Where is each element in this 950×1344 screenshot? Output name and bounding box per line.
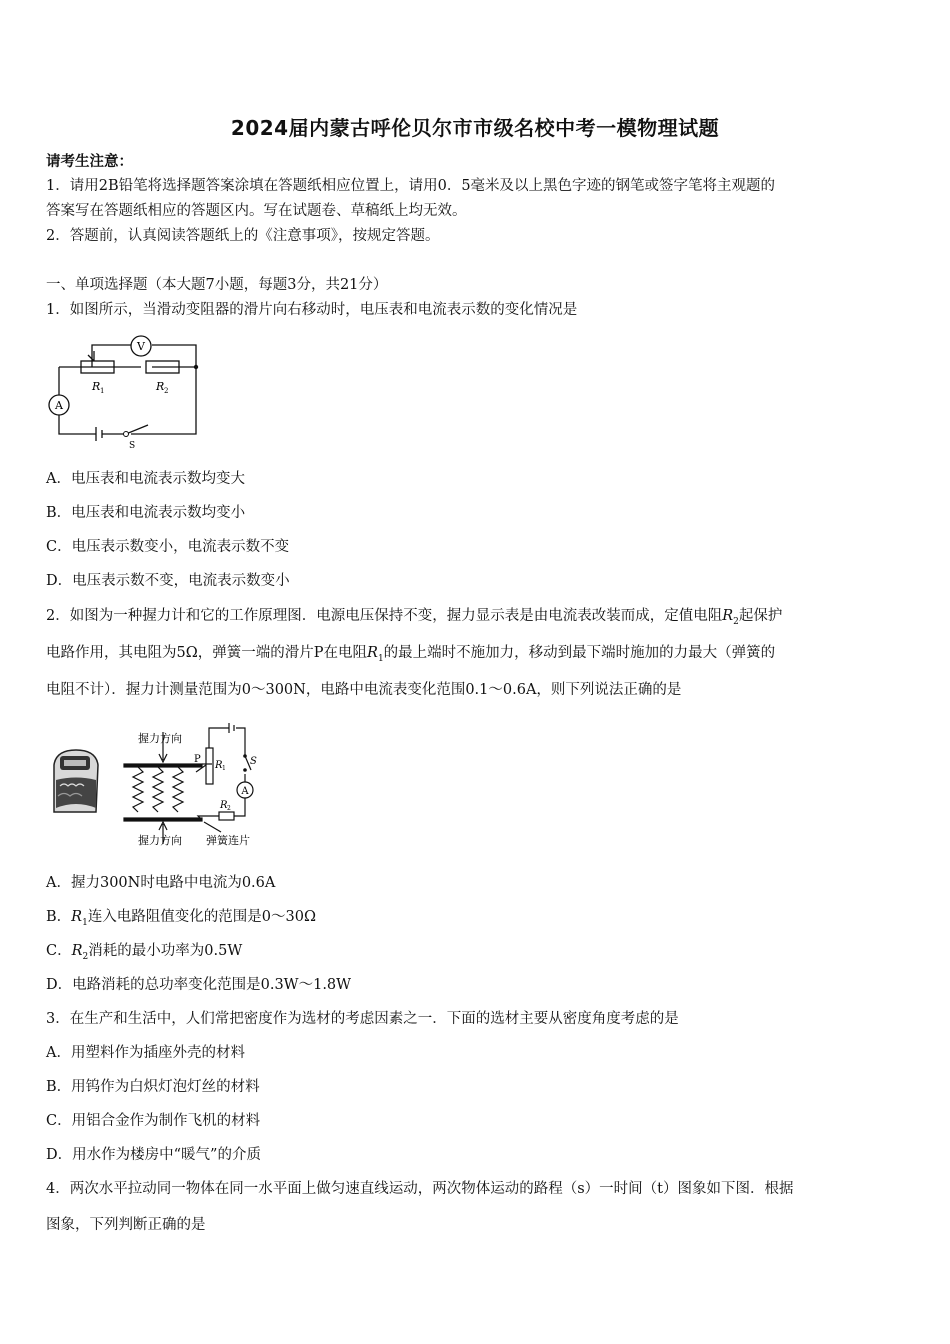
q2-stem-line-1: 2．如图为一种握力计和它的工作原理图．电源电压保持不变，握力显示表是由电流表改装而成，定值电阻$R_2$起保护 bbox=[46, 608, 783, 627]
q4-stem-line-2: 图象，下列判断正确的是 bbox=[46, 1217, 206, 1233]
q3-option-a: A．用塑料作为插座外壳的材料 bbox=[46, 1045, 245, 1061]
q1-option-d: D．电压表示数不变，电流表示数变小 bbox=[46, 573, 290, 589]
q2-r2-sub: 2 bbox=[227, 805, 231, 812]
notice-line-1b: 答案写在答题纸相应的答题区内。写在试题卷、草稿纸上均无效。 bbox=[46, 203, 467, 219]
q3-stem: 3．在生产和生活中，人们常把密度作为选材的考虑因素之一．下面的选材主要从密度角度考虑的是 bbox=[46, 1011, 679, 1027]
q2-stem-line-3: 电阻不计）．握力计测量范围为0～300N，电路中电流表变化范围0.1～0.6A，则下列说法正确的是 bbox=[46, 682, 682, 698]
notice-line-1a: 1．请用2B铅笔将选择题答案涂填在答题纸相应位置上，请用0．5毫米及以上黑色字迹的钢笔或签字笔将主观题的 bbox=[46, 178, 776, 194]
q1-r2-sub: 2 bbox=[164, 387, 169, 395]
q2-stem-line-2: 电路作用，其电阻为5Ω，弹簧一端的滑片P在电阻$R_1$的最上端时不施加力，移动到最下端时施加的力最大（弹簧的 bbox=[46, 645, 776, 664]
q1-option-b: B．电压表和电流表示数均变小 bbox=[46, 505, 246, 521]
q2-slider-p-label: P bbox=[194, 754, 201, 765]
q1-ammeter-label: A bbox=[55, 399, 63, 412]
q4-stem-line-1: 4．两次水平拉动同一物体在同一水平面上做匀速直线运动，两次物体运动的路程（s）一时间（t）图象如下图．根据 bbox=[46, 1181, 794, 1197]
q2-grip-figure bbox=[46, 720, 266, 850]
q1-switch-label: S bbox=[129, 441, 136, 450]
q2-r2-label: R bbox=[220, 800, 228, 811]
q1-circuit-figure bbox=[46, 335, 206, 450]
q2-r1-sub: 1 bbox=[222, 765, 226, 772]
q2-option-d: D．电路消耗的总功率变化范围是0.3W～1.8W bbox=[46, 977, 352, 993]
q2-switch-label: S bbox=[250, 756, 257, 767]
q3-option-c: C．用铝合金作为制作飞机的材料 bbox=[46, 1113, 261, 1129]
notice-heading: 请考生注意： bbox=[46, 153, 133, 170]
q1-r2-label: R bbox=[156, 380, 165, 393]
q2-option-b: B．$R_1$连入电路阻值变化的范围是0～30Ω bbox=[46, 909, 317, 928]
q2-option-c: C．$R_2$消耗的最小功率为0.5W bbox=[46, 943, 243, 962]
q1-r1-label: R bbox=[92, 380, 101, 393]
q2-ammeter-label: A bbox=[241, 786, 249, 797]
q1-option-a: A．电压表和电流表示数均变大 bbox=[46, 471, 245, 487]
q3-option-d: D．用水作为楼房中“暖气”的介质 bbox=[46, 1147, 261, 1163]
q2-bottom-force-label: 握力方向 bbox=[138, 834, 182, 847]
q2-spring-label: 弹簧连片 bbox=[206, 834, 250, 847]
q1-option-c: C．电压表示数变小，电流表示数不变 bbox=[46, 539, 290, 555]
q2-top-force-label: 握力方向 bbox=[138, 732, 182, 745]
q2-option-a: A．握力300N时电路中电流为0.6A bbox=[46, 875, 276, 891]
section-heading: 一、单项选择题（本大题7小题，每题3分，共21分） bbox=[46, 277, 388, 293]
q1-voltmeter-label: V bbox=[137, 340, 145, 353]
q3-option-b: B．用钨作为白炽灯泡灯丝的材料 bbox=[46, 1079, 260, 1095]
q2-r1-label: R bbox=[215, 760, 223, 771]
q1-stem: 1．如图所示，当滑动变阻器的滑片向右移动时，电压表和电流表示数的变化情况是 bbox=[46, 302, 578, 318]
q1-r1-sub: 1 bbox=[100, 387, 105, 395]
grip-device-image bbox=[54, 750, 98, 812]
notice-line-2: 2．答题前，认真阅读答题纸上的《注意事项》，按规定答题。 bbox=[46, 228, 440, 244]
page-title: 2024届内蒙古呼伦贝尔市市级名校中考一模物理试题 bbox=[230, 116, 720, 140]
